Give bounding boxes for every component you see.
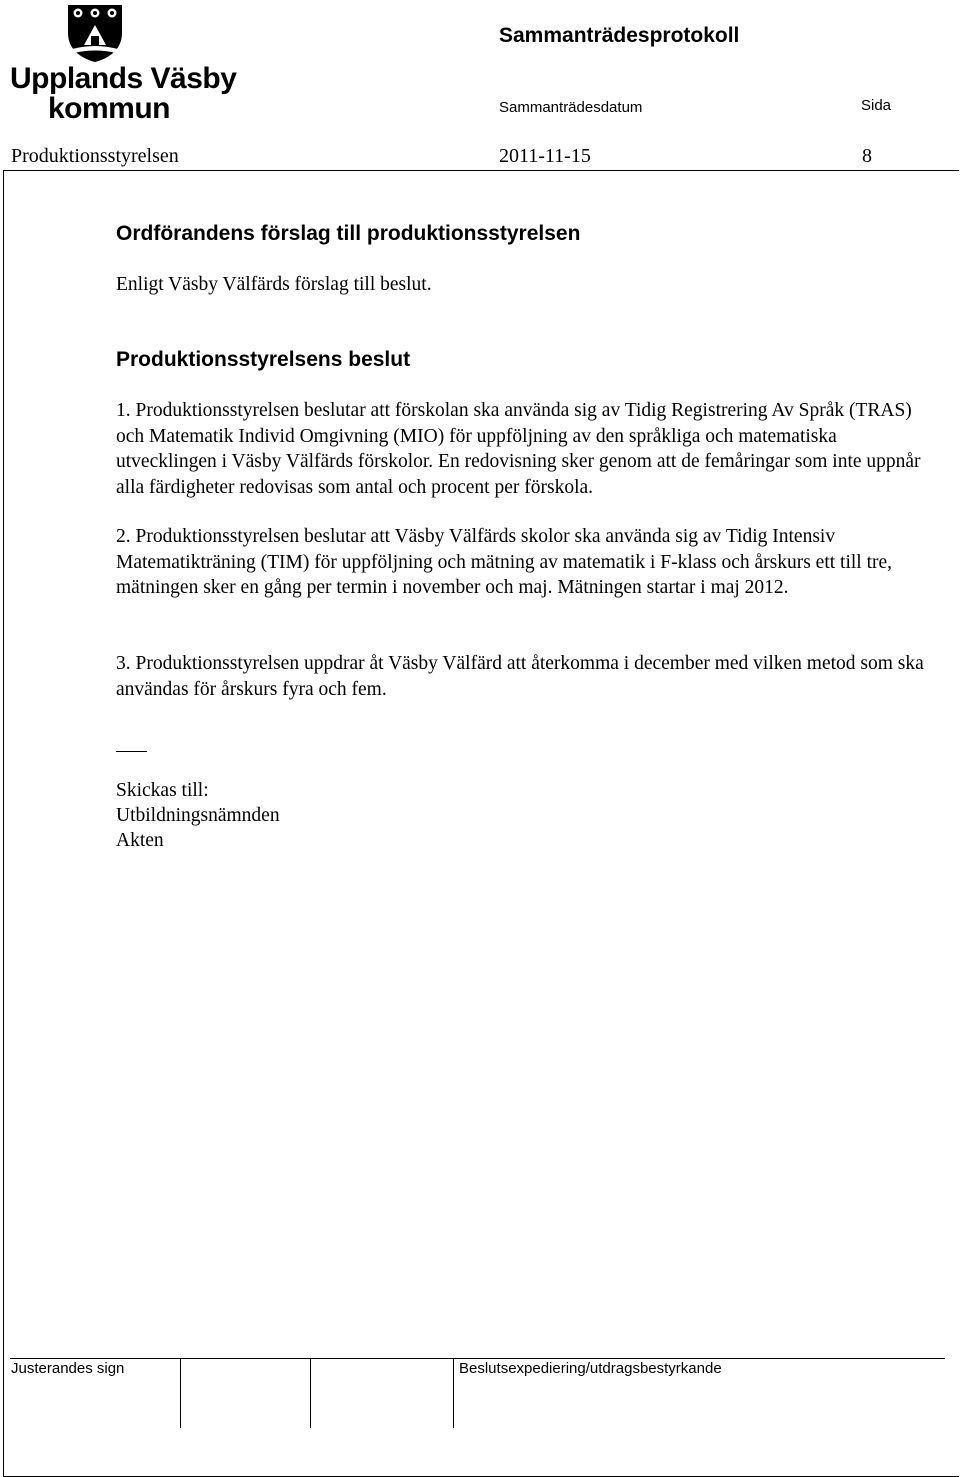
logo-name: Upplands Väsby bbox=[10, 62, 237, 95]
footer-divider bbox=[10, 1358, 945, 1359]
frame-top-border bbox=[3, 170, 959, 171]
document-title: Sammanträdesprotokoll bbox=[499, 24, 740, 47]
recipient-item: Akten bbox=[116, 830, 164, 851]
coat-of-arms-icon bbox=[66, 3, 124, 63]
send-to-label: Skickas till: bbox=[116, 780, 209, 801]
frame-left-border bbox=[3, 170, 4, 1476]
decision-item-1: 1. Produktionsstyrelsen beslutar att förskolan ska använda sig av Tidig Registrering Av Språk (TRAS) och Matematik Individ Omgivning (MIO) för uppföljning av den språkliga och matematiska utvecklingen i Väsby Välfärds förskolor. En redovisning sker genom att de femåringar som inte uppnår alla färdigheter redovisas som antal och procent per förskola. bbox=[116, 400, 921, 498]
date-label: Sammanträdesdatum bbox=[499, 99, 643, 116]
page-number: 8 bbox=[862, 145, 872, 167]
signature-field-divider bbox=[310, 1358, 311, 1428]
expediering-label: Beslutsexpediering/utdragsbestyrkande bbox=[459, 1360, 722, 1377]
separator-dash bbox=[116, 751, 147, 752]
proposal-text: Enligt Väsby Välfärds förslag till beslut. bbox=[116, 274, 432, 295]
signature-field-divider bbox=[453, 1358, 454, 1428]
justerandes-sign-label: Justerandes sign bbox=[11, 1360, 125, 1377]
heading-chair-proposal: Ordförandens förslag till produktionsstyrelsen bbox=[116, 222, 581, 245]
decision-item-2: 2. Produktionsstyrelsen beslutar att Väsby Välfärds skolor ska använda sig av Tidig Intensiv Matematikträning (TIM) för uppföljning och mätning av matematik i F-klass och årskurs ett till tre, mätningen sker en gång per termin i november och maj. Mätningen startar i maj 2012. bbox=[116, 526, 893, 598]
meeting-date: 2011-11-15 bbox=[499, 145, 591, 167]
page-label: Sida bbox=[861, 97, 892, 114]
logo-subtitle: kommun bbox=[48, 92, 171, 125]
heading-board-decision: Produktionsstyrelsens beslut bbox=[116, 348, 411, 371]
decision-item-3: 3. Produktionsstyrelsen uppdrar åt Väsby Välfärd att återkomma i december med vilken metod som ska användas för årskurs fyra och fem. bbox=[116, 653, 924, 700]
recipient-item: Utbildningsnämnden bbox=[116, 805, 280, 826]
committee-name: Produktionsstyrelsen bbox=[11, 145, 179, 167]
signature-field-divider bbox=[180, 1358, 181, 1428]
